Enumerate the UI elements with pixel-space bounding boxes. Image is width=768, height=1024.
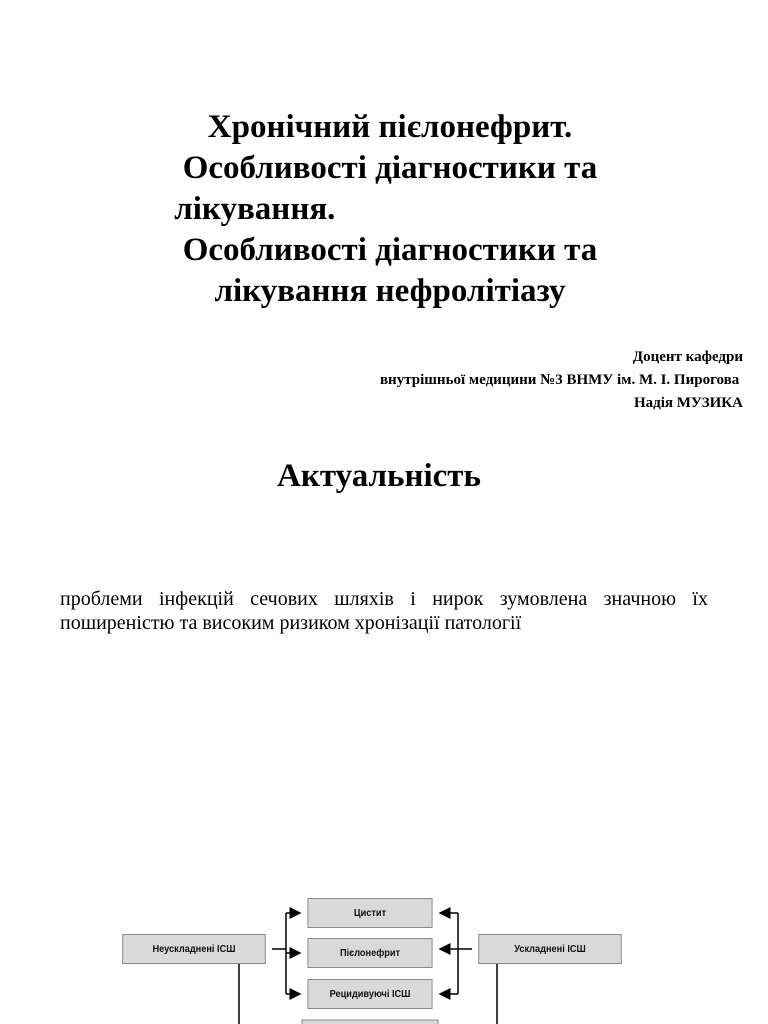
classification-diagram	[0, 890, 768, 1024]
diagram-box-pyelonephritis: Пієлонефрит	[307, 938, 432, 968]
diagram-box-cystitis: Цистит	[307, 898, 432, 928]
document-title	[90, 107, 690, 312]
diagram-box-partial	[302, 1020, 438, 1024]
diagram-box-recurrent: Рецидивуючі ІСШ	[307, 979, 432, 1009]
author-department: внутрішньої медицини №3 ВНМУ ім. М. І. Пирогова	[379, 372, 743, 388]
title-line-2: Особливості діагностики та	[182, 150, 598, 186]
author-position: Доцент кафедри	[632, 349, 743, 365]
body-paragraph: проблеми інфекцій сечових шляхів і нирок зумовлена значною їх поширеністю та високим ризиком хронізації патології	[60, 588, 708, 634]
author-block	[380, 346, 743, 415]
diagram-box-complicated: Ускладнені ІСШ	[478, 934, 622, 964]
author-name: Надія МУЗИКА	[633, 395, 743, 411]
title-line-3: лікування.	[166, 191, 336, 227]
title-line-1: Хронічний пієлонефрит.	[207, 109, 573, 145]
section-heading: Актуальність	[277, 458, 481, 494]
title-line-4: Особливості діагностики та	[182, 232, 598, 268]
title-line-5: лікування нефролітіазу	[214, 273, 566, 309]
diagram-box-uncomplicated: Неускладнені ІСШ	[122, 934, 266, 964]
